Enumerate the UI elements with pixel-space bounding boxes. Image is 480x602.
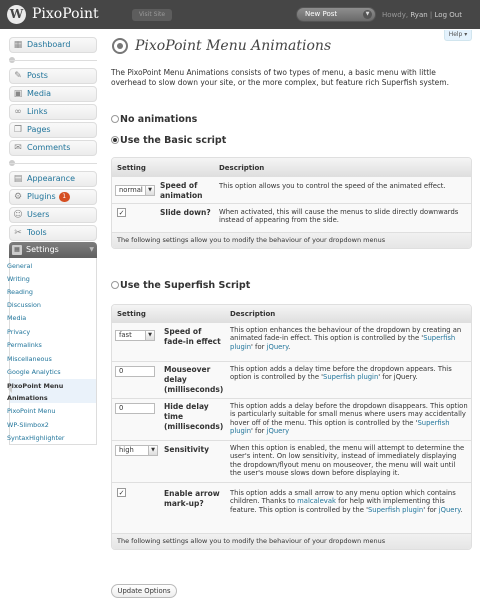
speed-of-animation-description: This option allows you to control the speed of the animated effect. bbox=[219, 182, 446, 190]
no-animations-label: No animations bbox=[120, 114, 198, 125]
fade-in-speed-label: Speed of fade-in effect bbox=[164, 327, 221, 346]
sensitivity-value: high bbox=[119, 446, 134, 454]
description-text: for help with implementing this feature. This option is controlled by the ' bbox=[230, 497, 445, 514]
table-header-row bbox=[112, 305, 471, 323]
column-header-description: Description bbox=[219, 164, 265, 172]
description-text: ' for bbox=[251, 427, 267, 436]
submenu-item-reading[interactable]: Reading bbox=[7, 288, 33, 296]
column-header-description: Description bbox=[230, 310, 276, 318]
basic-settings-table bbox=[111, 157, 472, 249]
fade-in-speed-description bbox=[230, 326, 468, 351]
jquery-link[interactable]: jQuery bbox=[266, 427, 290, 436]
sensitivity-select[interactable] bbox=[115, 445, 158, 456]
chevron-down-icon[interactable]: ▼ bbox=[363, 10, 372, 19]
menu-appearance[interactable] bbox=[9, 171, 97, 187]
submenu-item-pixopoint-menu[interactable]: PixoPoint Menu bbox=[7, 407, 56, 415]
enable-arrow-markup-description bbox=[230, 489, 468, 514]
column-header-setting: Setting bbox=[117, 310, 146, 318]
menu-settings-label: Settings bbox=[26, 245, 59, 254]
table-row bbox=[112, 441, 471, 483]
menu-plugins[interactable] bbox=[9, 189, 97, 205]
menu-plugins-label bbox=[27, 190, 70, 204]
submenu-item-permalinks[interactable]: Permalinks bbox=[7, 341, 42, 349]
basic-script-option[interactable] bbox=[111, 135, 226, 147]
mouseover-delay-label: Mouseover delay (milliseconds) bbox=[164, 365, 224, 394]
description-text: ' for bbox=[423, 505, 439, 514]
fade-in-speed-value: fast bbox=[119, 331, 132, 339]
admin-header bbox=[0, 0, 480, 29]
menu-pages[interactable] bbox=[9, 122, 97, 138]
column-header-setting: Setting bbox=[117, 164, 146, 172]
favorite-action-label[interactable]: New Post bbox=[305, 10, 338, 18]
settings-icon: ▦ bbox=[12, 245, 22, 255]
enable-arrow-markup-checkbox[interactable]: ✓ bbox=[118, 489, 125, 497]
hide-delay-input[interactable]: 0 bbox=[115, 403, 155, 414]
menu-appearance-label: Appearance bbox=[27, 174, 76, 183]
table-row bbox=[112, 399, 471, 441]
jquery-link[interactable]: jQuery bbox=[438, 505, 461, 514]
superfish-plugin-link[interactable]: Superfish plugin bbox=[323, 373, 379, 382]
mouseover-delay-description bbox=[230, 365, 468, 382]
table-header-row bbox=[112, 158, 471, 177]
menu-settings[interactable] bbox=[9, 242, 97, 258]
users-icon: ☺ bbox=[13, 210, 23, 220]
menu-posts[interactable] bbox=[9, 68, 97, 84]
basic-script-radio[interactable] bbox=[111, 136, 119, 144]
media-icon: ▣ bbox=[13, 89, 23, 99]
greeting-text: Howdy, bbox=[382, 11, 409, 19]
menu-dashboard-label: Dashboard bbox=[27, 40, 71, 49]
menu-tools[interactable] bbox=[9, 225, 97, 241]
help-tab-button[interactable]: Help ▾ bbox=[444, 30, 472, 41]
page-title: PixoPoint Menu Animations bbox=[135, 38, 332, 54]
menu-links[interactable] bbox=[9, 104, 97, 120]
menu-posts-label: Posts bbox=[27, 71, 48, 80]
links-icon: ∞ bbox=[14, 107, 22, 117]
menu-separator bbox=[9, 57, 97, 63]
site-title[interactable]: PixoPoint bbox=[32, 6, 99, 22]
dashboard-icon: ▦ bbox=[13, 40, 23, 50]
appearance-icon: ▤ bbox=[13, 174, 23, 184]
submenu-item-miscellaneous[interactable]: Miscellaneous bbox=[7, 355, 52, 363]
no-animations-radio[interactable] bbox=[111, 115, 119, 123]
logout-link[interactable]: Log Out bbox=[434, 11, 462, 19]
slide-down-label: Slide down? bbox=[160, 208, 211, 217]
menu-users[interactable] bbox=[9, 207, 97, 223]
table-row bbox=[112, 483, 471, 534]
superfish-settings-table bbox=[111, 304, 472, 550]
menu-comments[interactable] bbox=[9, 140, 97, 156]
description-text: This option adds a delay before the dropdown disappears. This option is particularly suitable for small menus where users may accidentally hover off of the menu. This option is controlled by the ' bbox=[230, 402, 468, 427]
hide-delay-description bbox=[230, 402, 468, 436]
pin-icon: ✎ bbox=[14, 71, 22, 81]
submenu-item-google-analytics[interactable]: Google Analytics bbox=[7, 368, 61, 376]
superfish-plugin-link[interactable]: Superfish plugin bbox=[230, 418, 450, 436]
slide-down-description: When activated, this will cause the menus to slide directly downwards instead of appearing from the side. bbox=[219, 208, 459, 225]
submenu-toggle-icon[interactable]: ▼ bbox=[89, 246, 94, 253]
basic-script-label: Use the Basic script bbox=[120, 135, 227, 146]
jquery-link[interactable]: jQuery bbox=[266, 342, 289, 351]
slide-down-checkbox[interactable]: ✓ bbox=[118, 209, 125, 217]
submenu-item-media[interactable]: Media bbox=[7, 314, 27, 322]
no-animations-option[interactable] bbox=[111, 114, 197, 126]
superfish-plugin-link[interactable]: Superfish plugin bbox=[230, 334, 456, 351]
menu-pages-label: Pages bbox=[27, 125, 51, 134]
user-greeting bbox=[382, 9, 462, 21]
chevron-down-icon[interactable]: ▼ bbox=[148, 446, 157, 455]
menu-media-label: Media bbox=[27, 89, 52, 98]
basic-table-footer: The following settings allow you to modify the behaviour of your dropdown menus bbox=[112, 233, 471, 249]
enable-arrow-markup-label: Enable arrow mark-up? bbox=[164, 489, 220, 508]
basic-speed-select[interactable] bbox=[115, 185, 155, 196]
user-profile-link[interactable]: Ryan bbox=[410, 11, 428, 19]
submenu-item-syntaxhighlighter[interactable]: SyntaxHighlighter bbox=[7, 434, 65, 442]
mouseover-delay-input[interactable]: 0 bbox=[115, 366, 155, 377]
sensitivity-description: When this option is enabled, the menu will attempt to determine the user's intent. On low sensitivity, instead of immediately displaying the dropdown/flyout menu on mouseover, the menu will wait until the user's mouse slows down before displaying it. bbox=[230, 444, 465, 478]
table-row bbox=[112, 323, 471, 362]
menu-users-label: Users bbox=[27, 210, 50, 219]
superfish-script-label: Use the Superfish Script bbox=[120, 280, 251, 291]
submenu-item-wp-slimbox2[interactable]: WP-Slimbox2 bbox=[7, 421, 49, 429]
table-row bbox=[112, 362, 471, 399]
plugin-update-count-badge: 1 bbox=[59, 192, 70, 202]
malcalevak-link[interactable]: malcalevak bbox=[297, 497, 336, 506]
table-row bbox=[112, 177, 471, 204]
basic-speed-value: normal bbox=[119, 186, 143, 194]
plugin-page-icon bbox=[112, 38, 128, 54]
superfish-plugin-link[interactable]: Superfish plugin bbox=[367, 505, 424, 514]
visit-site-button[interactable]: Visit Site bbox=[132, 9, 172, 21]
fade-in-speed-select[interactable] bbox=[115, 330, 155, 341]
page-intro-text: The PixoPoint Menu Animations consists of two types of menu, a basic menu with little overhead to slow down your site, or the more complex, but feature rich Superfish system. bbox=[111, 68, 449, 87]
description-text: ' for jQuery. bbox=[378, 373, 418, 382]
description-text: . bbox=[460, 505, 463, 514]
sensitivity-label: Sensitivity bbox=[164, 445, 209, 454]
submenu-item-general[interactable]: General bbox=[7, 262, 33, 270]
description-text: This option adds a small arrow to any menu option which contains children. Thanks to bbox=[230, 489, 456, 506]
description-text: . bbox=[288, 342, 291, 351]
pages-icon: ❐ bbox=[13, 125, 23, 135]
wordpress-logo-icon: W bbox=[7, 5, 26, 24]
menu-dashboard[interactable] bbox=[9, 37, 97, 53]
description-text: This option adds a delay time before the dropdown appears. This option is controlled by the ' bbox=[230, 365, 452, 382]
submenu-item-writing[interactable]: Writing bbox=[7, 275, 30, 283]
menu-comments-label: Comments bbox=[27, 143, 71, 152]
menu-tools-label: Tools bbox=[27, 228, 47, 237]
menu-media[interactable] bbox=[9, 86, 97, 102]
hide-delay-label: Hide delay time (milliseconds) bbox=[164, 402, 224, 431]
plugins-label-text: Plugins bbox=[27, 192, 56, 201]
plugins-icon: ⚙ bbox=[13, 192, 23, 202]
submenu-item-privacy[interactable]: Privacy bbox=[7, 328, 31, 336]
chevron-down-icon[interactable]: ▼ bbox=[145, 186, 154, 195]
update-options-button[interactable]: Update Options bbox=[111, 584, 177, 598]
superfish-script-option[interactable] bbox=[111, 280, 250, 292]
settings-submenu bbox=[9, 258, 97, 445]
submenu-item-discussion[interactable]: Discussion bbox=[7, 301, 41, 309]
table-row bbox=[112, 204, 471, 233]
comments-icon: ✉ bbox=[14, 143, 22, 153]
menu-links-label: Links bbox=[27, 107, 48, 116]
favorite-actions-dropdown[interactable] bbox=[296, 7, 376, 22]
tools-icon: ✂ bbox=[14, 228, 22, 238]
chevron-down-icon[interactable]: ▼ bbox=[145, 331, 154, 340]
description-text: ' for bbox=[251, 342, 267, 351]
speed-of-animation-label: Speed of animation bbox=[160, 181, 203, 200]
superfish-script-radio[interactable] bbox=[111, 281, 119, 289]
description-text: This option enhances the behaviour of the dropdown by creating an animated fade-in effect. This option is controlled by the ' bbox=[230, 326, 462, 343]
greeting-separator: | bbox=[429, 11, 433, 19]
submenu-item-pixopoint-menu-animations[interactable]: PixoPoint Menu Animations bbox=[7, 382, 64, 402]
menu-separator bbox=[9, 160, 97, 166]
superfish-table-footer: The following settings allow you to modify the behaviour of your dropdown menus bbox=[112, 534, 471, 550]
